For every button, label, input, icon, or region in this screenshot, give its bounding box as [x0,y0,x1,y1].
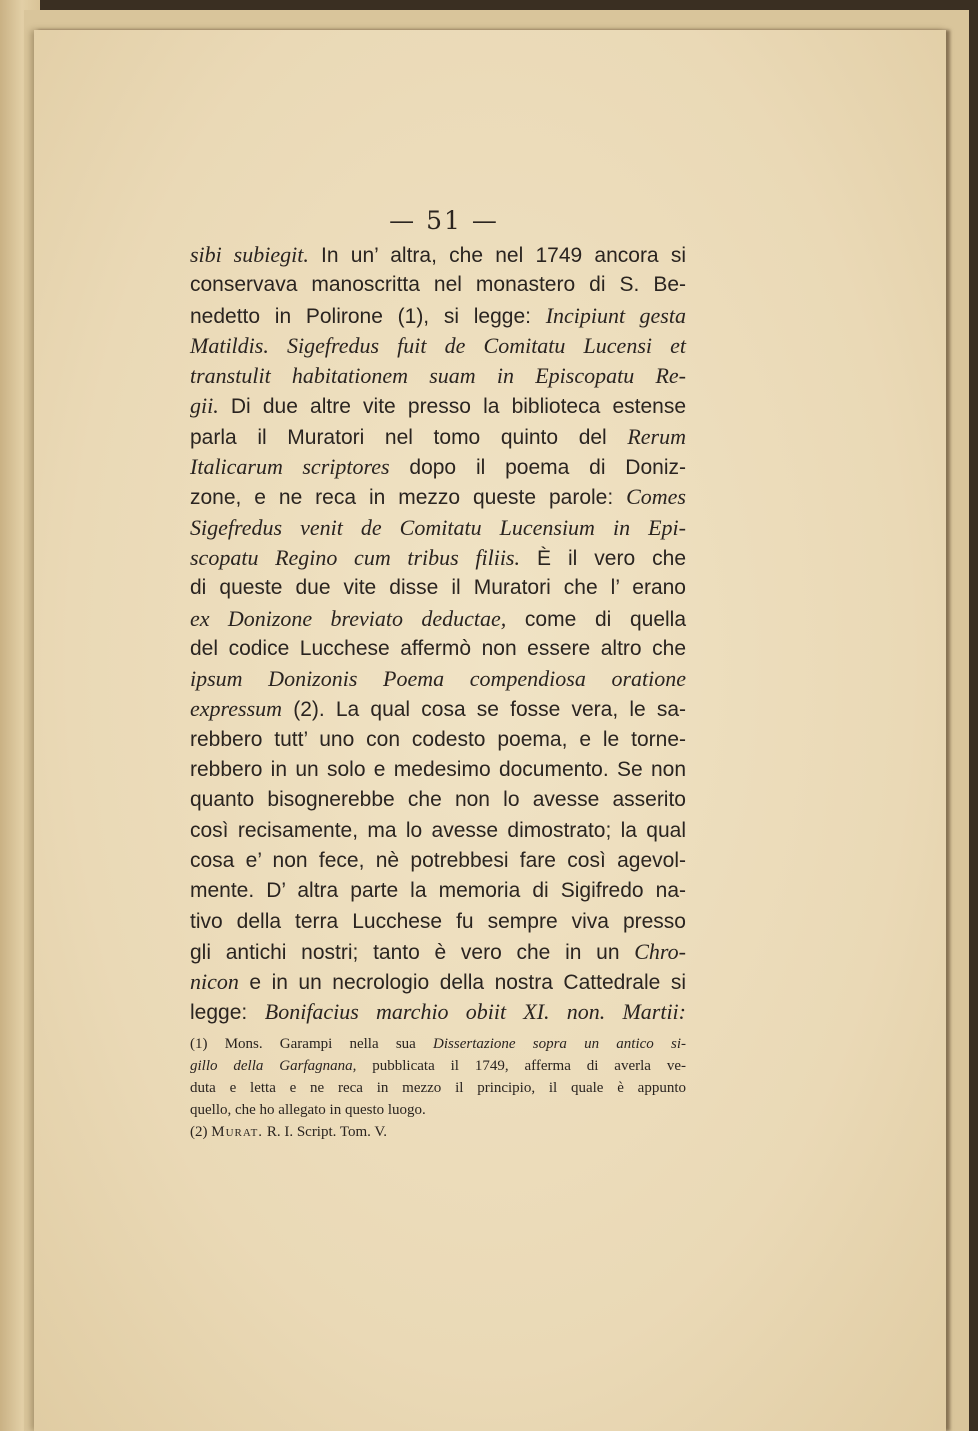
footnote-line [190,1055,686,1077]
text-segment: È il vero che [520,546,686,570]
footnote-line [190,1121,686,1143]
footnote-line [190,1077,686,1099]
text-segment: Di due altre vite presso la biblioteca estense [218,395,686,419]
text-segment: tivo della terra Lucchese fu sempre viva presso [190,909,686,933]
text-line [190,664,686,694]
italic-text: ex Donizone breviato deductae, [190,605,507,631]
italic-text: Comes [626,484,686,510]
italic-text: sibi subiegit. [190,242,309,267]
text-line [190,846,686,876]
text-line [190,301,686,331]
italic-text: Incipiunt gesta [545,302,686,328]
text-segment: parla il Muratori nel tomo quinto del [190,425,628,449]
text-line [190,604,686,634]
text-line [190,937,686,967]
italic-text: Bonifacius marchio obiit XI. non. Martii: [264,999,686,1025]
text-line [190,422,686,452]
text-line [190,331,686,361]
italic-text: Chro- [634,938,686,964]
text-segment: pubblicata il 1749, afferma di averla ve- [356,1058,686,1074]
text-line [190,391,686,421]
text-segment: (1) Mons. Garampi nella sua [190,1036,434,1052]
italic-text: scopatu Regino cum tribus filiis. [190,544,520,570]
text-line [190,694,686,724]
main-text [190,240,686,1028]
text-segment: R. I. Script. Tom. V. [263,1124,388,1140]
text-line [190,634,686,664]
text-line [190,482,686,512]
text-line [190,967,686,997]
text-line [190,543,686,573]
text-segment: del codice Lucchese affermò non essere altro che [190,636,686,660]
text-line [190,513,686,543]
text-line [190,785,686,815]
text-line [190,876,686,906]
footnote-line [190,1033,686,1055]
text-line [190,573,686,603]
text-segment: Murat. [211,1124,264,1140]
page-number: — 51 — [389,206,499,235]
text-segment: zone, e ne reca in mezzo queste parole: [190,486,627,510]
text-segment: e in un necrologio della nostra Cattedrale si [238,971,686,995]
text-line [190,240,686,270]
italic-text: Italicarum scriptores [190,454,390,480]
text-segment: mente. D’ altra parte la memoria di Sigifredo na- [190,879,686,903]
footnotes [190,1033,686,1143]
text-segment: rebbero tutt’ uno con codesto poema, e le torne- [190,727,686,751]
italic-text: Rerum [627,423,686,449]
text-segment: di queste due vite disse il Muratori che l’ erano [190,576,686,600]
text-segment: dopo il poema di Doniz- [389,456,686,480]
italic-text: ipsum Donizonis Poema compendiosa oratione [190,666,686,692]
text-line [190,907,686,937]
text-line [190,755,686,785]
text-segment: nedetto in Polirone (1), si legge: [190,304,546,328]
text-segment: In un’ altra, che nel 1749 ancora si [308,244,686,267]
italic-text: nicon [190,969,239,995]
text-line [190,452,686,482]
text-segment: cosa e’ non fece, nè potrebbesi fare così agevol- [190,848,686,872]
text-line [190,725,686,755]
text-segment: come di quella [506,607,687,631]
text-segment: legge: [190,1001,265,1025]
text-line [190,997,686,1027]
text-segment: rebbero in un solo e medesimo documento. Se non [190,758,686,782]
text-line [190,361,686,391]
text-line [190,816,686,846]
italic-text: transtulit habitationem suam in Episcopatu Re- [190,363,686,389]
text-segment: quello, che ho allegato in questo luogo. [190,1102,426,1118]
italic-text: expressum [190,696,283,722]
footnote-line [190,1099,686,1121]
text-segment: (2). La qual cosa se fosse vera, le sa- [282,698,686,722]
italic-text: Dissertazione sopra un antico si- [433,1036,686,1052]
text-segment: conservava manoscritta nel monastero di S. Be- [190,273,686,297]
text-segment: così recisamente, ma lo avesse dimostrato; la qual [190,818,686,842]
text-segment: (2) [190,1124,212,1140]
italic-text: Sigefredus venit de Comitatu Lucensium in Epi- [190,514,686,540]
text-line [190,270,686,300]
text-segment: duta e letta e ne reca in mezzo il principio, il quale è appunto [190,1080,686,1096]
text-segment: gli antichi nostri; tanto è vero che in un [190,940,635,964]
book-page [34,30,946,1431]
italic-text: gillo della Garfagnana, [190,1058,357,1074]
text-segment: quanto bisognerebbe che non lo avesse asserito [190,788,686,812]
italic-text: gii. [190,393,219,419]
italic-text: Matildis. Sigefredus fuit de Comitatu Lucensi et [190,332,686,358]
